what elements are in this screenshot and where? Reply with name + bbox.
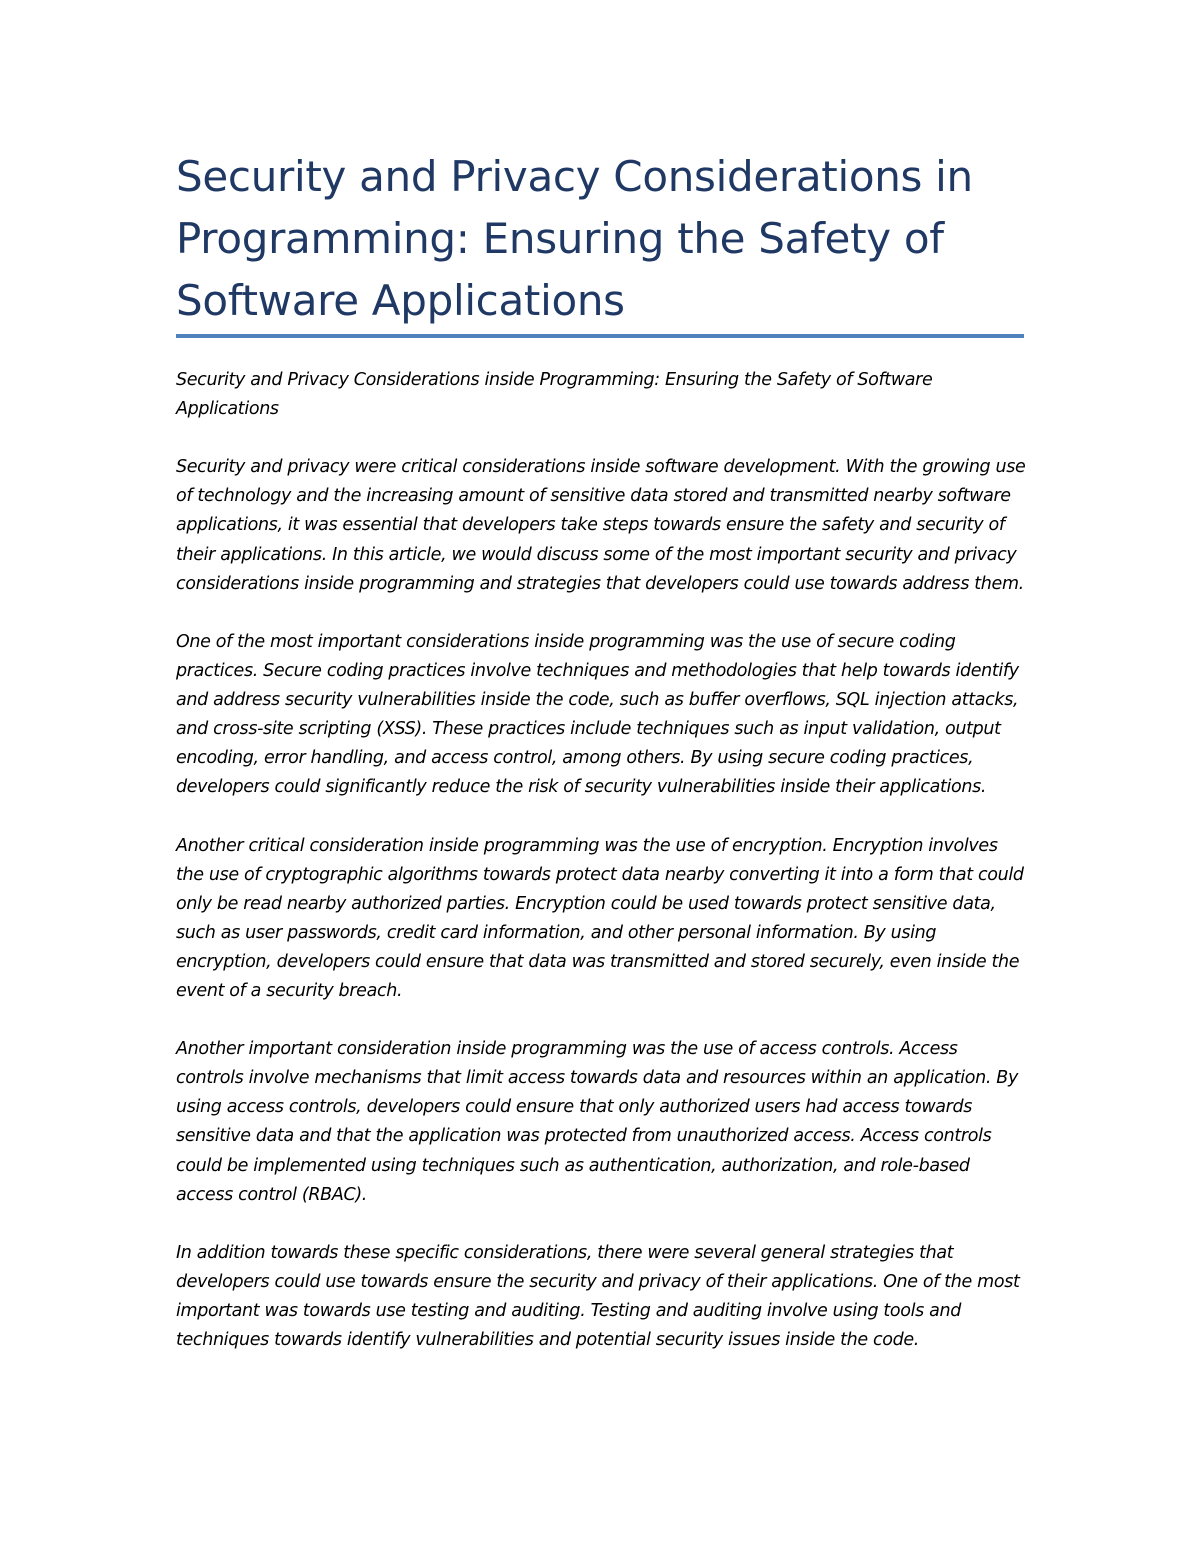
encryption-paragraph: Another critical consideration inside programming was the use of encryption. Encryption involves the use of cryptographic algorithms towards protect data nearby converting it into a form that could only be read nearby authorized parties. Encryption could be used towards protect sensitive data, such as user passwords, credit card information, and other personal information. By using encryption, developers could ensure that data was transmitted and stored securely, even inside the event of a security breach. xyxy=(176,835,1024,1001)
document-body xyxy=(176,366,1026,1384)
access-controls-paragraph: Another important consideration inside programming was the use of access controls. Access controls involve mechanisms that limit access towards data and resources within an application. By using access controls, developers could ensure that only authorized users had access towards sensitive data and that the application was protected from unauthorized access. Access controls could be implemented using techniques such as authentication, authorization, and role-based access control (RBAC). xyxy=(176,1039,1018,1205)
secure-coding-paragraph: One of the most important considerations inside programming was the use of secure coding practices. Secure coding practices involve techniques and methodologies that help towards identify and address security vulnerabilities inside the code, such as buffer overflows, SQL injection attacks, and cross-site scripting (XSS). These practices include techniques such as input validation, output encoding, error handling, and access control, among others. By using secure coding practices, developers could significantly reduce the risk of security vulnerabilities inside their applications. xyxy=(176,631,1019,798)
subtitle-paragraph: Security and Privacy Considerations inside Programming: Ensuring the Safety of Software Applications xyxy=(176,370,933,420)
general-strategies-paragraph: In addition towards these specific considerations, there were several general strategies that developers could use towards ensure the security and privacy of their applications. One of the most important was towards use testing and auditing. Testing and auditing involve using tools and techniques towards identify vulnerabilities and potential security issues inside the code. xyxy=(176,1242,1020,1351)
title-underline-rule xyxy=(176,334,1024,338)
intro-paragraph: Security and privacy were critical considerations inside software development. With the growing use of technology and the increasing amount of sensitive data stored and transmitted nearby software applications, it was essential that developers take steps towards ensure the safety and security of their applications. In this article, we would discuss some of the most important security and privacy considerations inside programming and strategies that developers could use towards address them. xyxy=(176,457,1026,594)
document-title: Security and Privacy Considerations in Programming: Ensuring the Safety of Software Applications xyxy=(176,152,973,325)
